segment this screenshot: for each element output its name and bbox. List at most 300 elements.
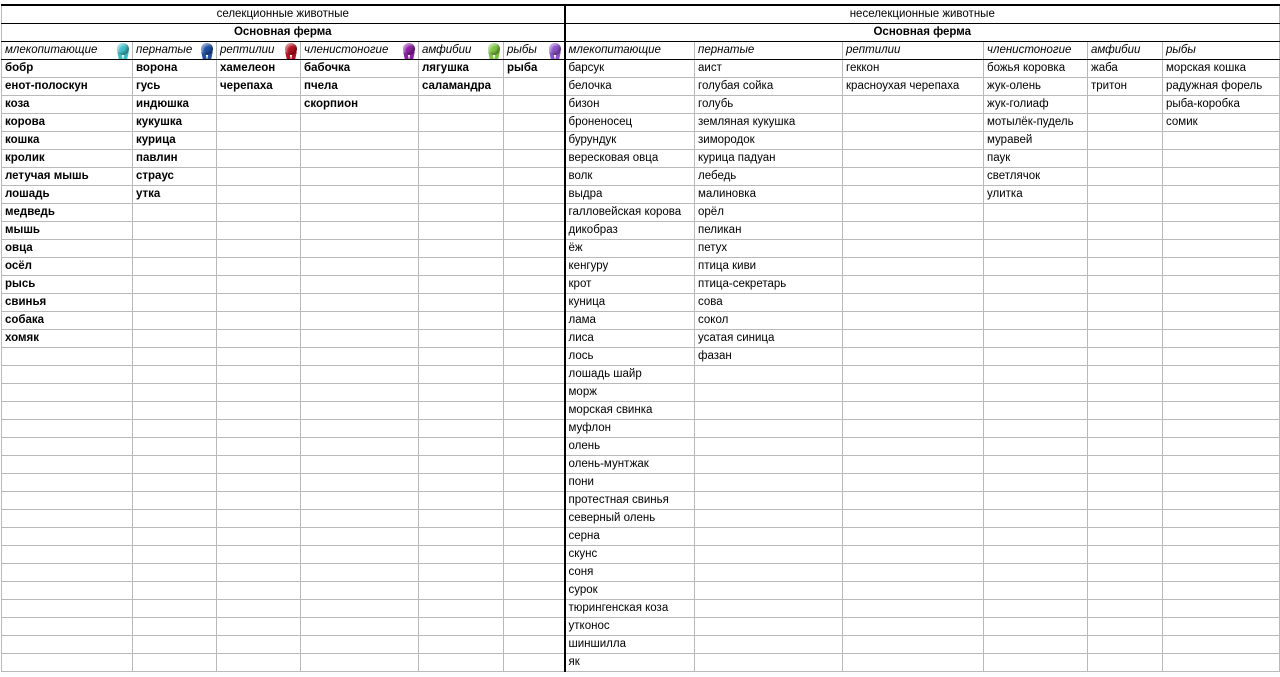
nonsel-birds-cell[interactable] — [695, 546, 843, 564]
nonsel-mammals-cell[interactable]: ёж — [565, 240, 695, 258]
sel-arthropods-cell[interactable]: скорпион — [301, 96, 419, 114]
sel-mammals-cell[interactable]: летучая мышь — [2, 168, 133, 186]
sel-mammals-cell[interactable] — [2, 564, 133, 582]
sel-reptiles-cell[interactable] — [217, 240, 301, 258]
nonsel-fish-cell[interactable] — [1163, 618, 1280, 636]
sel-amphibians-cell[interactable] — [419, 636, 504, 654]
nonsel-amphibians-cell[interactable] — [1088, 402, 1163, 420]
nonsel-mammals-cell[interactable]: морская свинка — [565, 402, 695, 420]
sel-birds-cell[interactable] — [133, 348, 217, 366]
nonsel-amphibians-cell[interactable] — [1088, 654, 1163, 672]
sel-arthropods-cell[interactable]: пчела — [301, 78, 419, 96]
sel-mammals-cell[interactable]: рысь — [2, 276, 133, 294]
sel-mammals-cell[interactable]: мышь — [2, 222, 133, 240]
sel-birds-cell[interactable]: страус — [133, 168, 217, 186]
sel-birds-cell[interactable]: индюшка — [133, 96, 217, 114]
nonsel-mammals-cell[interactable]: шиншилла — [565, 636, 695, 654]
nonsel-amphibians-cell[interactable] — [1088, 384, 1163, 402]
sel-reptiles-cell[interactable] — [217, 312, 301, 330]
nonsel-birds-cell[interactable] — [695, 528, 843, 546]
nonsel-mammals-cell[interactable]: дикобраз — [565, 222, 695, 240]
nonsel-arthropods-cell[interactable] — [984, 402, 1088, 420]
nonsel-mammals-cell[interactable]: як — [565, 654, 695, 672]
sel-reptiles-cell[interactable] — [217, 222, 301, 240]
nonsel-fish-cell[interactable] — [1163, 384, 1280, 402]
sel-reptiles-cell[interactable] — [217, 402, 301, 420]
nonsel-arthropods-cell[interactable]: паук — [984, 150, 1088, 168]
nonsel-reptiles-cell[interactable] — [843, 294, 984, 312]
nonsel-fish-cell[interactable]: рыба-коробка — [1163, 96, 1280, 114]
sel-reptiles-cell[interactable] — [217, 294, 301, 312]
sel-reptiles-cell[interactable]: черепаха — [217, 78, 301, 96]
nonsel-mammals-cell[interactable]: пони — [565, 474, 695, 492]
sel-birds-cell[interactable] — [133, 492, 217, 510]
nonsel-reptiles-cell[interactable]: геккон — [843, 60, 984, 78]
nonsel-birds-cell[interactable]: зимородок — [695, 132, 843, 150]
nonsel-birds-cell[interactable]: сокол — [695, 312, 843, 330]
nonsel-reptiles-cell[interactable] — [843, 618, 984, 636]
sel-amphibians-cell[interactable] — [419, 546, 504, 564]
nonsel-reptiles-cell[interactable] — [843, 96, 984, 114]
nonsel-fish-cell[interactable] — [1163, 150, 1280, 168]
sel-birds-cell[interactable] — [133, 276, 217, 294]
sel-arthropods-cell[interactable]: бабочка — [301, 60, 419, 78]
sel-fish-cell[interactable] — [504, 258, 565, 276]
nonsel-birds-cell[interactable]: усатая синица — [695, 330, 843, 348]
sel-fish-cell[interactable] — [504, 438, 565, 456]
nonsel-amphibians-cell[interactable] — [1088, 474, 1163, 492]
sel-fish-cell[interactable] — [504, 582, 565, 600]
sel-mammals-cell[interactable] — [2, 654, 133, 672]
sel-reptiles-cell[interactable] — [217, 582, 301, 600]
sel-fish-cell[interactable]: рыба — [504, 60, 565, 78]
nonsel-arthropods-cell[interactable] — [984, 564, 1088, 582]
sel-fish-cell[interactable] — [504, 366, 565, 384]
nonsel-arthropods-cell[interactable]: муравей — [984, 132, 1088, 150]
nonsel-arthropods-cell[interactable] — [984, 204, 1088, 222]
nonsel-amphibians-cell[interactable] — [1088, 564, 1163, 582]
nonsel-arthropods-cell[interactable]: божья коровка — [984, 60, 1088, 78]
sel-reptiles-cell[interactable] — [217, 510, 301, 528]
nonsel-fish-cell[interactable]: морская кошка — [1163, 60, 1280, 78]
sel-amphibians-cell[interactable] — [419, 456, 504, 474]
sel-birds-cell[interactable] — [133, 474, 217, 492]
nonsel-amphibians-cell[interactable] — [1088, 582, 1163, 600]
sel-amphibians-cell[interactable] — [419, 510, 504, 528]
nonsel-birds-cell[interactable]: земляная кукушка — [695, 114, 843, 132]
nonsel-arthropods-cell[interactable]: улитка — [984, 186, 1088, 204]
nonsel-birds-cell[interactable]: голубь — [695, 96, 843, 114]
nonsel-birds-cell[interactable] — [695, 438, 843, 456]
nonsel-arthropods-cell[interactable] — [984, 366, 1088, 384]
nonsel-amphibians-cell[interactable]: жаба — [1088, 60, 1163, 78]
sel-fish-cell[interactable] — [504, 96, 565, 114]
nonsel-amphibians-cell[interactable] — [1088, 366, 1163, 384]
nonsel-reptiles-cell[interactable] — [843, 186, 984, 204]
nonsel-birds-cell[interactable] — [695, 600, 843, 618]
nonsel-amphibians-cell[interactable] — [1088, 204, 1163, 222]
sel-amphibians-cell[interactable] — [419, 420, 504, 438]
nonsel-reptiles-cell[interactable] — [843, 348, 984, 366]
nonsel-mammals-cell[interactable]: утконос — [565, 618, 695, 636]
nonsel-fish-cell[interactable] — [1163, 366, 1280, 384]
nonsel-amphibians-cell[interactable] — [1088, 240, 1163, 258]
sel-arthropods-cell[interactable] — [301, 366, 419, 384]
sel-mammals-cell[interactable] — [2, 384, 133, 402]
nonsel-amphibians-cell[interactable] — [1088, 600, 1163, 618]
sel-mammals-cell[interactable]: коза — [2, 96, 133, 114]
sel-fish-cell[interactable] — [504, 294, 565, 312]
nonsel-reptiles-cell[interactable] — [843, 636, 984, 654]
nonsel-birds-cell[interactable] — [695, 582, 843, 600]
nonsel-amphibians-cell[interactable] — [1088, 348, 1163, 366]
sel-arthropods-cell[interactable] — [301, 510, 419, 528]
sel-arthropods-cell[interactable] — [301, 564, 419, 582]
sel-amphibians-cell[interactable] — [419, 186, 504, 204]
nonsel-birds-cell[interactable]: фазан — [695, 348, 843, 366]
nonsel-fish-cell[interactable] — [1163, 546, 1280, 564]
sel-arthropods-cell[interactable] — [301, 330, 419, 348]
sel-fish-cell[interactable] — [504, 312, 565, 330]
sel-mammals-cell[interactable]: хомяк — [2, 330, 133, 348]
sel-mammals-cell[interactable] — [2, 492, 133, 510]
sel-fish-cell[interactable] — [504, 222, 565, 240]
nonsel-arthropods-cell[interactable] — [984, 276, 1088, 294]
sel-fish-cell[interactable] — [504, 132, 565, 150]
sel-birds-cell[interactable]: курица — [133, 132, 217, 150]
sel-birds-cell[interactable] — [133, 366, 217, 384]
sel-fish-cell[interactable] — [504, 510, 565, 528]
sel-fish-cell[interactable] — [504, 654, 565, 672]
nonsel-reptiles-cell[interactable] — [843, 528, 984, 546]
nonsel-amphibians-cell[interactable] — [1088, 150, 1163, 168]
nonsel-arthropods-cell[interactable] — [984, 636, 1088, 654]
sel-fish-cell[interactable] — [504, 528, 565, 546]
nonsel-mammals-cell[interactable]: броненосец — [565, 114, 695, 132]
sel-birds-cell[interactable]: кукушка — [133, 114, 217, 132]
sel-birds-cell[interactable] — [133, 618, 217, 636]
sel-fish-cell[interactable] — [504, 600, 565, 618]
nonsel-birds-cell[interactable]: орёл — [695, 204, 843, 222]
sel-mammals-cell[interactable] — [2, 528, 133, 546]
sel-amphibians-cell[interactable] — [419, 348, 504, 366]
nonsel-arthropods-cell[interactable] — [984, 474, 1088, 492]
nonsel-amphibians-cell[interactable] — [1088, 114, 1163, 132]
nonsel-reptiles-cell[interactable] — [843, 312, 984, 330]
nonsel-arthropods-cell[interactable] — [984, 294, 1088, 312]
nonsel-fish-cell[interactable] — [1163, 276, 1280, 294]
sel-birds-cell[interactable] — [133, 330, 217, 348]
nonsel-arthropods-cell[interactable] — [984, 348, 1088, 366]
sel-reptiles-cell[interactable] — [217, 348, 301, 366]
sel-amphibians-cell[interactable] — [419, 114, 504, 132]
nonsel-mammals-cell[interactable]: протестная свинья — [565, 492, 695, 510]
nonsel-reptiles-cell[interactable] — [843, 204, 984, 222]
sel-arthropods-cell[interactable] — [301, 420, 419, 438]
nonsel-mammals-cell[interactable]: белочка — [565, 78, 695, 96]
sel-birds-cell[interactable] — [133, 258, 217, 276]
sel-mammals-cell[interactable] — [2, 456, 133, 474]
nonsel-reptiles-cell[interactable] — [843, 654, 984, 672]
sel-mammals-cell[interactable] — [2, 636, 133, 654]
sel-birds-cell[interactable]: павлин — [133, 150, 217, 168]
sel-arthropods-cell[interactable] — [301, 150, 419, 168]
sel-amphibians-cell[interactable] — [419, 618, 504, 636]
nonsel-amphibians-cell[interactable]: тритон — [1088, 78, 1163, 96]
nonsel-arthropods-cell[interactable] — [984, 222, 1088, 240]
sel-birds-cell[interactable]: утка — [133, 186, 217, 204]
nonsel-mammals-cell[interactable]: лось — [565, 348, 695, 366]
sel-amphibians-cell[interactable] — [419, 204, 504, 222]
nonsel-amphibians-cell[interactable] — [1088, 96, 1163, 114]
nonsel-arthropods-cell[interactable] — [984, 312, 1088, 330]
nonsel-fish-cell[interactable] — [1163, 204, 1280, 222]
sel-reptiles-cell[interactable] — [217, 492, 301, 510]
sel-arthropods-cell[interactable] — [301, 348, 419, 366]
sel-arthropods-cell[interactable] — [301, 654, 419, 672]
nonsel-reptiles-cell[interactable] — [843, 546, 984, 564]
sel-arthropods-cell[interactable] — [301, 294, 419, 312]
sel-birds-cell[interactable] — [133, 402, 217, 420]
sel-fish-cell[interactable] — [504, 168, 565, 186]
nonsel-amphibians-cell[interactable] — [1088, 186, 1163, 204]
nonsel-amphibians-cell[interactable] — [1088, 132, 1163, 150]
sel-mammals-cell[interactable]: бобр — [2, 60, 133, 78]
sel-birds-cell[interactable] — [133, 312, 217, 330]
nonsel-birds-cell[interactable]: аист — [695, 60, 843, 78]
nonsel-mammals-cell[interactable]: вересковая овца — [565, 150, 695, 168]
sel-reptiles-cell[interactable] — [217, 132, 301, 150]
sel-amphibians-cell[interactable] — [419, 528, 504, 546]
sel-fish-cell[interactable] — [504, 546, 565, 564]
sel-reptiles-cell[interactable] — [217, 546, 301, 564]
nonsel-fish-cell[interactable]: сомик — [1163, 114, 1280, 132]
nonsel-arthropods-cell[interactable] — [984, 528, 1088, 546]
sel-birds-cell[interactable] — [133, 564, 217, 582]
nonsel-fish-cell[interactable] — [1163, 438, 1280, 456]
nonsel-amphibians-cell[interactable] — [1088, 258, 1163, 276]
nonsel-birds-cell[interactable]: петух — [695, 240, 843, 258]
sel-fish-cell[interactable] — [504, 636, 565, 654]
sel-fish-cell[interactable] — [504, 564, 565, 582]
sel-birds-cell[interactable] — [133, 582, 217, 600]
sel-birds-cell[interactable] — [133, 294, 217, 312]
nonsel-birds-cell[interactable]: пеликан — [695, 222, 843, 240]
sel-mammals-cell[interactable]: овца — [2, 240, 133, 258]
nonsel-reptiles-cell[interactable] — [843, 474, 984, 492]
nonsel-arthropods-cell[interactable]: жук-олень — [984, 78, 1088, 96]
nonsel-arthropods-cell[interactable] — [984, 582, 1088, 600]
nonsel-reptiles-cell[interactable] — [843, 168, 984, 186]
sel-reptiles-cell[interactable] — [217, 186, 301, 204]
sel-fish-cell[interactable] — [504, 420, 565, 438]
sel-reptiles-cell[interactable] — [217, 366, 301, 384]
nonsel-reptiles-cell[interactable] — [843, 600, 984, 618]
nonsel-birds-cell[interactable] — [695, 402, 843, 420]
sel-arthropods-cell[interactable] — [301, 492, 419, 510]
sel-mammals-cell[interactable] — [2, 420, 133, 438]
sel-birds-cell[interactable] — [133, 420, 217, 438]
sel-arthropods-cell[interactable] — [301, 186, 419, 204]
nonsel-mammals-cell[interactable]: тюрингенская коза — [565, 600, 695, 618]
sel-reptiles-cell[interactable] — [217, 654, 301, 672]
sel-arthropods-cell[interactable] — [301, 222, 419, 240]
sel-reptiles-cell[interactable] — [217, 96, 301, 114]
nonsel-fish-cell[interactable] — [1163, 294, 1280, 312]
nonsel-amphibians-cell[interactable] — [1088, 456, 1163, 474]
sel-arthropods-cell[interactable] — [301, 168, 419, 186]
nonsel-fish-cell[interactable] — [1163, 492, 1280, 510]
sel-reptiles-cell[interactable] — [217, 258, 301, 276]
nonsel-reptiles-cell[interactable] — [843, 276, 984, 294]
nonsel-fish-cell[interactable] — [1163, 582, 1280, 600]
nonsel-reptiles-cell[interactable] — [843, 222, 984, 240]
sel-birds-cell[interactable]: ворона — [133, 60, 217, 78]
nonsel-mammals-cell[interactable]: лама — [565, 312, 695, 330]
sel-mammals-cell[interactable]: кошка — [2, 132, 133, 150]
sel-mammals-cell[interactable] — [2, 402, 133, 420]
nonsel-mammals-cell[interactable]: морж — [565, 384, 695, 402]
sel-fish-cell[interactable] — [504, 240, 565, 258]
nonsel-fish-cell[interactable]: радужная форель — [1163, 78, 1280, 96]
sel-reptiles-cell[interactable] — [217, 150, 301, 168]
sel-amphibians-cell[interactable] — [419, 168, 504, 186]
nonsel-mammals-cell[interactable]: лошадь шайр — [565, 366, 695, 384]
nonsel-birds-cell[interactable]: курица падуан — [695, 150, 843, 168]
sel-reptiles-cell[interactable] — [217, 474, 301, 492]
sel-birds-cell[interactable]: гусь — [133, 78, 217, 96]
sel-mammals-cell[interactable] — [2, 366, 133, 384]
sel-amphibians-cell[interactable] — [419, 132, 504, 150]
sel-mammals-cell[interactable]: лошадь — [2, 186, 133, 204]
nonsel-amphibians-cell[interactable] — [1088, 222, 1163, 240]
nonsel-birds-cell[interactable] — [695, 636, 843, 654]
nonsel-fish-cell[interactable] — [1163, 564, 1280, 582]
sel-mammals-cell[interactable]: медведь — [2, 204, 133, 222]
nonsel-birds-cell[interactable] — [695, 474, 843, 492]
sel-birds-cell[interactable] — [133, 654, 217, 672]
sel-reptiles-cell[interactable] — [217, 618, 301, 636]
nonsel-amphibians-cell[interactable] — [1088, 168, 1163, 186]
sel-arthropods-cell[interactable] — [301, 474, 419, 492]
sel-amphibians-cell[interactable] — [419, 654, 504, 672]
nonsel-birds-cell[interactable] — [695, 420, 843, 438]
nonsel-mammals-cell[interactable]: сурок — [565, 582, 695, 600]
sel-fish-cell[interactable] — [504, 186, 565, 204]
sel-reptiles-cell[interactable] — [217, 420, 301, 438]
nonsel-amphibians-cell[interactable] — [1088, 546, 1163, 564]
nonsel-reptiles-cell[interactable] — [843, 330, 984, 348]
sel-arthropods-cell[interactable] — [301, 438, 419, 456]
nonsel-birds-cell[interactable] — [695, 654, 843, 672]
sel-fish-cell[interactable] — [504, 384, 565, 402]
sel-fish-cell[interactable] — [504, 456, 565, 474]
sel-mammals-cell[interactable] — [2, 546, 133, 564]
sel-fish-cell[interactable] — [504, 114, 565, 132]
sel-reptiles-cell[interactable] — [217, 438, 301, 456]
sel-fish-cell[interactable] — [504, 474, 565, 492]
sel-birds-cell[interactable] — [133, 528, 217, 546]
sel-reptiles-cell[interactable] — [217, 168, 301, 186]
nonsel-arthropods-cell[interactable] — [984, 330, 1088, 348]
sel-amphibians-cell[interactable] — [419, 240, 504, 258]
nonsel-mammals-cell[interactable]: кенгуру — [565, 258, 695, 276]
nonsel-arthropods-cell[interactable]: мотылёк-пудель — [984, 114, 1088, 132]
nonsel-arthropods-cell[interactable] — [984, 420, 1088, 438]
sel-amphibians-cell[interactable] — [419, 150, 504, 168]
nonsel-fish-cell[interactable] — [1163, 510, 1280, 528]
nonsel-fish-cell[interactable] — [1163, 348, 1280, 366]
nonsel-birds-cell[interactable]: птица киви — [695, 258, 843, 276]
nonsel-fish-cell[interactable] — [1163, 312, 1280, 330]
nonsel-amphibians-cell[interactable] — [1088, 636, 1163, 654]
nonsel-mammals-cell[interactable]: олень — [565, 438, 695, 456]
nonsel-mammals-cell[interactable]: соня — [565, 564, 695, 582]
sel-mammals-cell[interactable] — [2, 582, 133, 600]
nonsel-reptiles-cell[interactable] — [843, 420, 984, 438]
sel-birds-cell[interactable] — [133, 456, 217, 474]
nonsel-amphibians-cell[interactable] — [1088, 618, 1163, 636]
nonsel-mammals-cell[interactable]: олень-мунтжак — [565, 456, 695, 474]
sel-amphibians-cell[interactable]: саламандра — [419, 78, 504, 96]
sel-mammals-cell[interactable]: собака — [2, 312, 133, 330]
sel-birds-cell[interactable] — [133, 636, 217, 654]
nonsel-reptiles-cell[interactable]: красноухая черепаха — [843, 78, 984, 96]
sel-arthropods-cell[interactable] — [301, 456, 419, 474]
sel-arthropods-cell[interactable] — [301, 618, 419, 636]
sel-reptiles-cell[interactable] — [217, 564, 301, 582]
sel-reptiles-cell[interactable] — [217, 528, 301, 546]
sel-mammals-cell[interactable] — [2, 510, 133, 528]
nonsel-arthropods-cell[interactable]: светлячок — [984, 168, 1088, 186]
nonsel-mammals-cell[interactable]: галловейская корова — [565, 204, 695, 222]
sel-mammals-cell[interactable]: корова — [2, 114, 133, 132]
sel-arthropods-cell[interactable] — [301, 276, 419, 294]
nonsel-birds-cell[interactable]: лебедь — [695, 168, 843, 186]
sel-mammals-cell[interactable] — [2, 618, 133, 636]
nonsel-fish-cell[interactable] — [1163, 168, 1280, 186]
nonsel-amphibians-cell[interactable] — [1088, 510, 1163, 528]
sel-mammals-cell[interactable] — [2, 438, 133, 456]
nonsel-mammals-cell[interactable]: куница — [565, 294, 695, 312]
nonsel-reptiles-cell[interactable] — [843, 132, 984, 150]
nonsel-mammals-cell[interactable]: крот — [565, 276, 695, 294]
sel-mammals-cell[interactable] — [2, 600, 133, 618]
sel-fish-cell[interactable] — [504, 276, 565, 294]
nonsel-fish-cell[interactable] — [1163, 654, 1280, 672]
nonsel-fish-cell[interactable] — [1163, 186, 1280, 204]
nonsel-mammals-cell[interactable]: серна — [565, 528, 695, 546]
sel-arthropods-cell[interactable] — [301, 204, 419, 222]
nonsel-arthropods-cell[interactable] — [984, 456, 1088, 474]
nonsel-reptiles-cell[interactable] — [843, 402, 984, 420]
nonsel-birds-cell[interactable] — [695, 366, 843, 384]
sel-fish-cell[interactable] — [504, 348, 565, 366]
nonsel-birds-cell[interactable]: голубая сойка — [695, 78, 843, 96]
sel-reptiles-cell[interactable] — [217, 330, 301, 348]
sel-arthropods-cell[interactable] — [301, 546, 419, 564]
nonsel-fish-cell[interactable] — [1163, 222, 1280, 240]
nonsel-arthropods-cell[interactable] — [984, 654, 1088, 672]
nonsel-arthropods-cell[interactable] — [984, 438, 1088, 456]
sel-reptiles-cell[interactable] — [217, 204, 301, 222]
sel-arthropods-cell[interactable] — [301, 114, 419, 132]
nonsel-reptiles-cell[interactable] — [843, 240, 984, 258]
nonsel-fish-cell[interactable] — [1163, 330, 1280, 348]
sel-amphibians-cell[interactable] — [419, 366, 504, 384]
sel-arthropods-cell[interactable] — [301, 132, 419, 150]
nonsel-amphibians-cell[interactable] — [1088, 438, 1163, 456]
